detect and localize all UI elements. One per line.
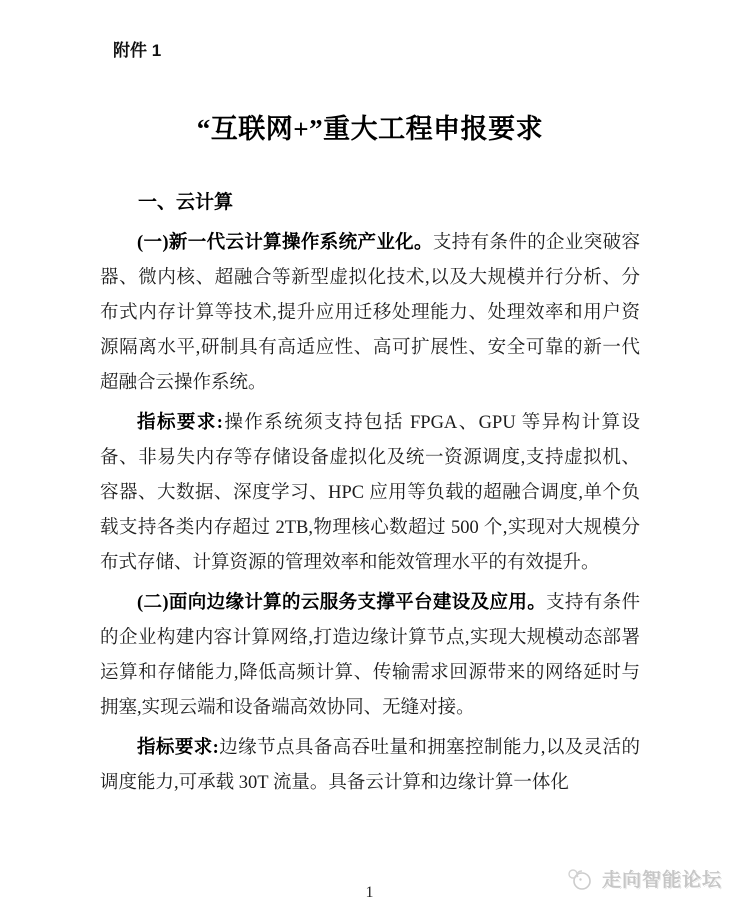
paragraph [100, 586, 640, 726]
watermark [565, 865, 722, 892]
paragraph [100, 226, 640, 401]
paragraph [100, 406, 640, 581]
paragraph-text: 支持有条件的企业构建内容计算网络,打造边缘计算节点,实现大规模动态部署运算和存储能力,降低高频计算、传输需求回源带来的网络延时与拥塞,实现云端和设备端高效协同、无缝对接。 [100, 593, 640, 718]
paragraph-text: 操作系统须支持包括 FPGA、GPU 等异构计算设备、非易失内存等存储设备虚拟化及统一资源调度,支持虚拟机、容器、大数据、深度学习、HPC 应用等负载的超融合调度,单个负载支持各类内存超过 2TB,物理核心数超过 500 个,实现对大规模分布式存储、计算资源的管理效率和能效管理水平的有效提升。 [100, 413, 640, 573]
paragraph-lead: (一)新一代云计算操作系统产业化。 [137, 233, 433, 253]
paragraph-lead: 指标要求: [137, 738, 219, 758]
paragraph-text: 边缘节点具备高吞吐量和拥塞控制能力,以及灵活的调度能力,可承载 30T 流量。具备云计算和边缘计算一体化 [100, 738, 640, 793]
paragraph [100, 731, 640, 801]
forum-logo-icon [565, 867, 595, 891]
watermark-text: 走向智能论坛 [601, 870, 722, 891]
paragraph-text: 支持有条件的企业突破容器、微内核、超融合等新型虚拟化技术,以及大规模并行分析、分布式内存计算等技术,提升应用迁移处理能力、处理效率和用户资源隔离水平,研制具有高适应性、高可扩展性、安全可靠的新一代超融合云操作系统。 [100, 233, 640, 393]
paragraph-lead: (二)面向边缘计算的云服务支撑平台建设及应用。 [137, 593, 547, 613]
paragraph-lead: 指标要求: [137, 413, 223, 433]
page-number: 1 [365, 884, 374, 901]
section-heading-cloud-computing: 一、云计算 [138, 192, 234, 213]
document-title: “互联网+”重大工程申报要求 [196, 114, 544, 144]
attachment-label: 附件 1 [113, 41, 162, 60]
